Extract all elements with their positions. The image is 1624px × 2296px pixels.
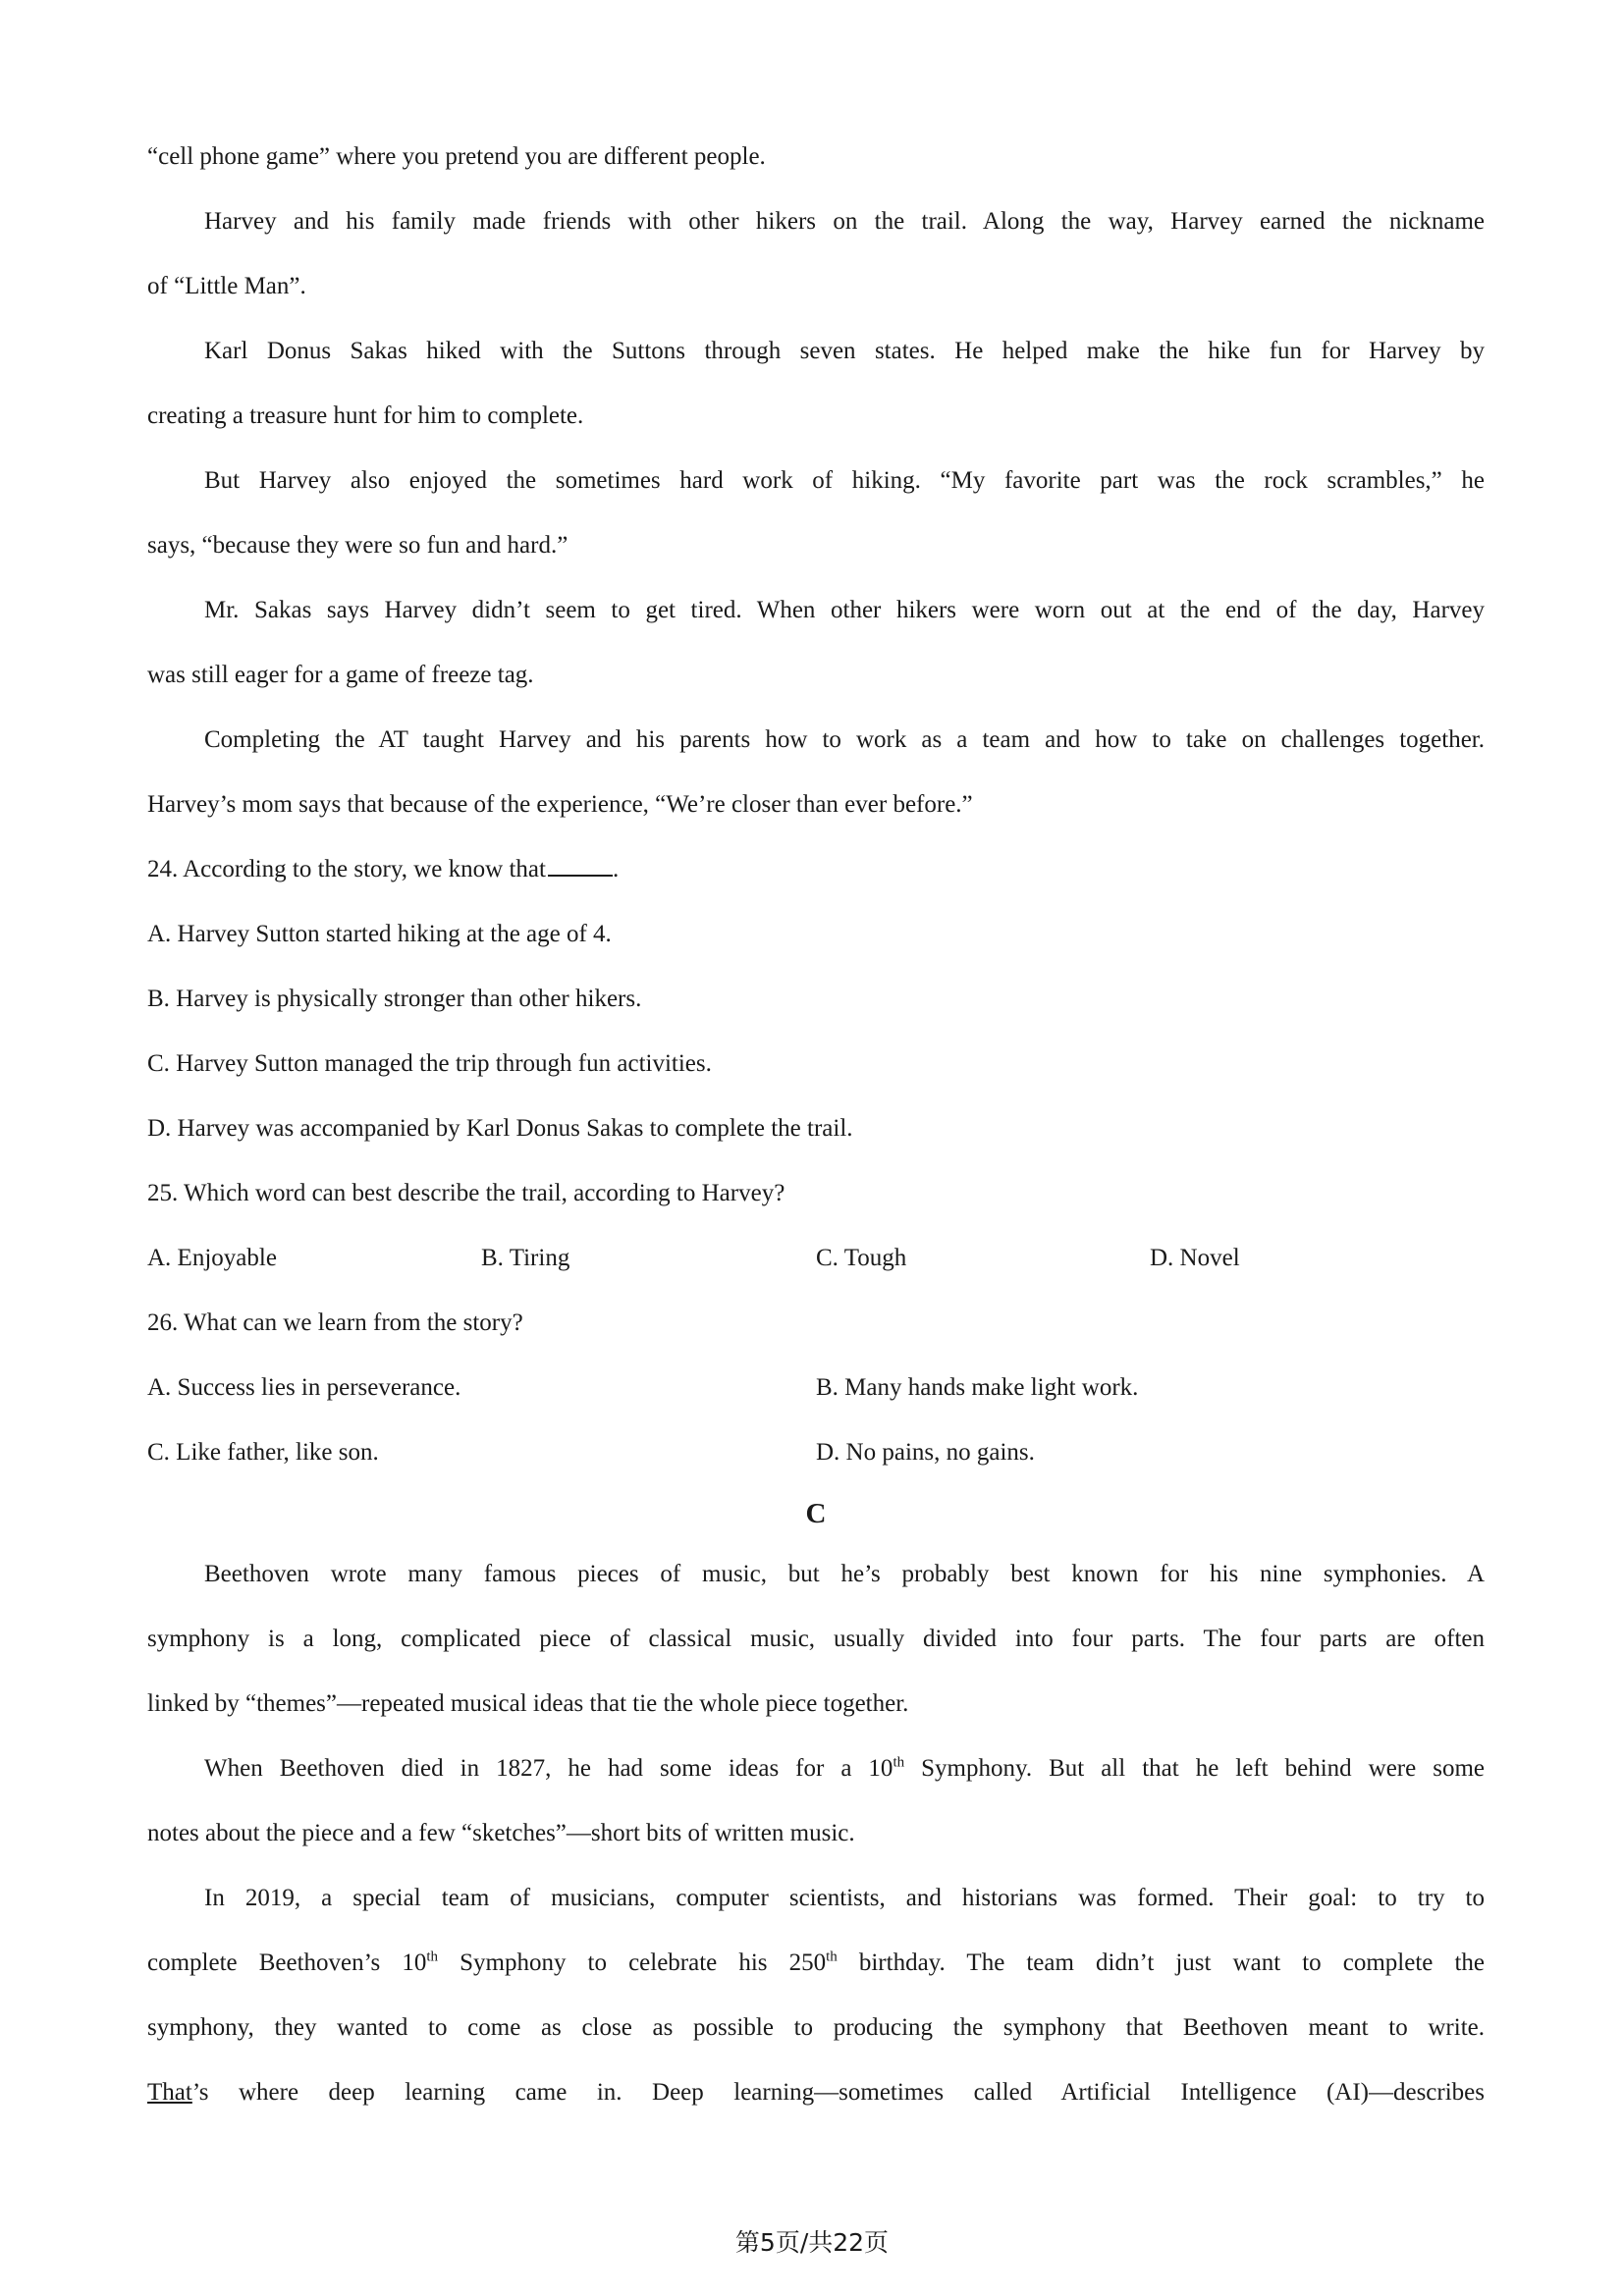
paragraph-line: Harvey’s mom says that because of the experience, “We’re closer than ever before.”: [147, 791, 973, 818]
question-26-option-d: D. No pains, no gains.: [816, 1439, 1035, 1466]
paragraph-line: notes about the piece and a few “sketches”—short bits of written music.: [147, 1820, 855, 1846]
ordinal-superscript: th: [893, 1754, 905, 1771]
paragraph-line: Completing the AT taught Harvey and his parents how to work as a team and how to take on challenges together.: [204, 726, 1485, 753]
text-run: When Beethoven died in 1827, he had some ideas for a 10: [204, 1755, 893, 1782]
question-24-stem: [147, 837, 1485, 902]
question-26-option-b: B. Many hands make light work.: [816, 1374, 1139, 1401]
paragraph-line: Mr. Sakas says Harvey didn’t seem to get tired. When other hikers were worn out at the end of the day, Harvey: [204, 597, 1485, 623]
page-number-footer: 第5页/共22页: [734, 2228, 890, 2257]
paragraph-line: Harvey and his family made friends with other hikers on the trail. Along the way, Harvey earned the nickname: [204, 208, 1485, 235]
ordinal-superscript: th: [426, 1949, 439, 1965]
paragraph-line: But Harvey also enjoyed the sometimes hard work of hiking. “My favorite part was the rock scrambles,” he: [204, 467, 1485, 494]
question-26-option-c: C. Like father, like son.: [147, 1439, 379, 1466]
paragraph-line: symphony is a long, complicated piece of classical music, usually divided into four parts. The four parts are often: [147, 1626, 1485, 1652]
question-25-option-b: B. Tiring: [481, 1245, 570, 1271]
question-24-option-c: C. Harvey Sutton managed the trip through fun activities.: [147, 1050, 712, 1077]
paragraph-line: [147, 1736, 1485, 1801]
answer-blank: [548, 855, 613, 877]
paragraph-line: [147, 1931, 1485, 1996]
question-25-options: [147, 1226, 1485, 1291]
paragraph-line: was still eager for a game of freeze tag.: [147, 662, 534, 688]
paragraph-line: [147, 2060, 1485, 2125]
text-run: complete Beethoven’s 10: [147, 1949, 427, 1976]
question-stem-end: .: [612, 856, 620, 882]
paragraph-line: of “Little Man”.: [147, 273, 306, 299]
question-stem-text: 24. According to the story, we know that: [147, 856, 546, 882]
question-24-option-b: B. Harvey is physically stronger than other hikers.: [147, 986, 642, 1012]
text-run: Symphony to celebrate his 250: [438, 1949, 827, 1976]
question-25-option-c: C. Tough: [816, 1245, 907, 1271]
question-24-option-a: A. Harvey Sutton started hiking at the age of 4.: [147, 921, 612, 947]
paragraph-line: “cell phone game” where you pretend you are different people.: [147, 143, 766, 170]
underlined-word: That: [147, 2079, 192, 2106]
question-25-option-a: A. Enjoyable: [147, 1245, 277, 1271]
paragraph-line: says, “because they were so fun and hard.”: [147, 532, 568, 559]
question-24-option-d: D. Harvey was accompanied by Karl Donus Sakas to complete the trail.: [147, 1115, 853, 1142]
question-26-options-row-1: [147, 1356, 1485, 1420]
paragraph-line: Beethoven wrote many famous pieces of music, but he’s probably best known for his nine symphonies. A: [204, 1561, 1485, 1587]
paragraph-line: In 2019, a special team of musicians, computer scientists, and historians was formed. Their goal: to try to: [204, 1885, 1485, 1911]
text-run: Symphony. But all that he left behind were some: [904, 1755, 1485, 1782]
question-26-stem: 26. What can we learn from the story?: [147, 1309, 523, 1336]
ordinal-superscript: th: [826, 1949, 838, 1965]
passage-c-heading: C: [805, 1498, 827, 1529]
paragraph-line: linked by “themes”—repeated musical ideas that tie the whole piece together.: [147, 1690, 909, 1717]
question-25-stem: 25. Which word can best describe the trail, according to Harvey?: [147, 1180, 785, 1206]
passage-b: [147, 125, 1485, 2125]
question-25-option-d: D. Novel: [1150, 1245, 1240, 1271]
question-26-option-a: A. Success lies in perseverance.: [147, 1374, 461, 1401]
paragraph-line: creating a treasure hunt for him to complete.: [147, 402, 584, 429]
text-run: ’s where deep learning came in. Deep learning—sometimes called Artificial Intelligence (AI)—describes: [191, 2079, 1485, 2106]
text-run: birthday. The team didn’t just want to complete the: [837, 1949, 1486, 1976]
paragraph-line: Karl Donus Sakas hiked with the Suttons through seven states. He helped make the hike fun for Harvey by: [204, 338, 1485, 364]
question-26-options-row-2: [147, 1420, 1485, 1485]
paragraph-line: symphony, they wanted to come as close as possible to producing the symphony that Beethoven meant to write.: [147, 2014, 1485, 2041]
